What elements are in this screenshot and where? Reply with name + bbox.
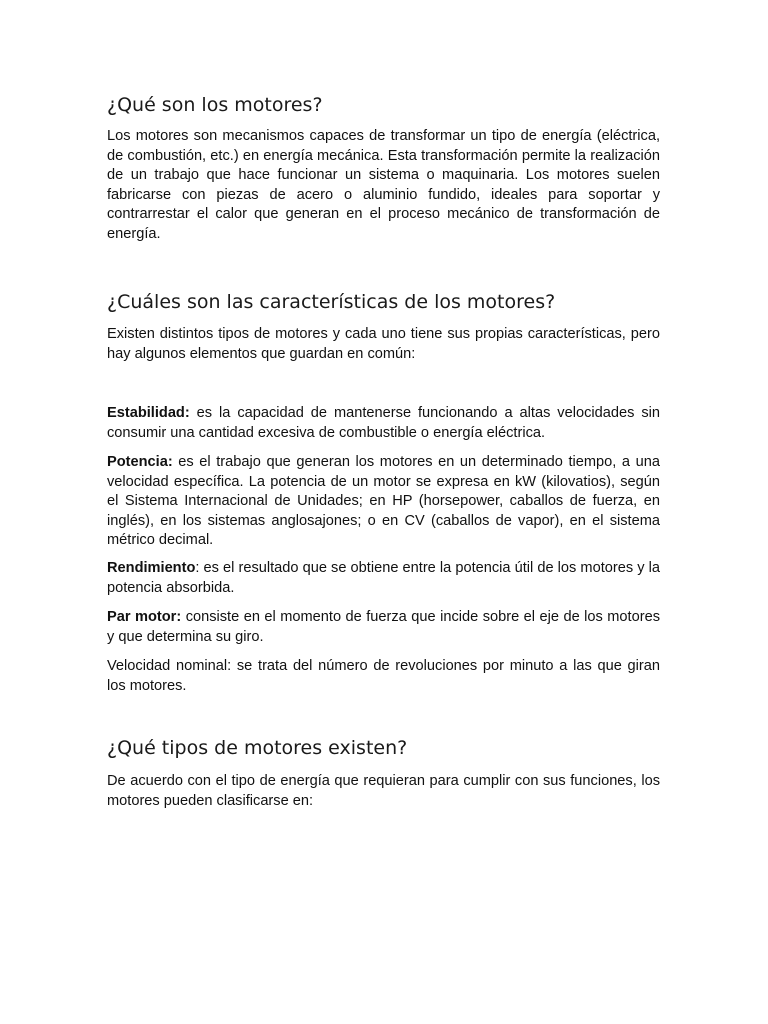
characteristic-term: Par motor:: [107, 609, 182, 625]
characteristic-item-power: [107, 453, 660, 551]
characteristic-term: Rendimiento: [107, 560, 196, 576]
characteristic-item-performance: [107, 559, 660, 598]
characteristic-description: consiste en el momento de fuerza que incide sobre el eje de los motores y que determina su giro.: [107, 609, 660, 645]
characteristic-term: Potencia:: [107, 454, 173, 470]
paragraph-motors-definition: Los motores son mecanismos capaces de transformar un tipo de energía (eléctrica, de combustión, etc.) en energía mecánica. Esta transformación permite la realización de un trabajo que hace funcionar un sistema o maquinaria. Los motores suelen fabricarse con piezas de acero o aluminio fundido, ideales para soportar y contrarrestar el calor que generan en el proceso mecánico de transformación de energía.: [107, 128, 660, 242]
section-heading-motor-types: ¿Qué tipos de motores existen?: [107, 737, 408, 759]
characteristic-description: es el trabajo que generan los motores en un determinado tiempo, a una velocidad específica. La potencia de un motor se expresa en kW (kilovatios), según el Sistema Internacional de Unidades; en HP (horsepower, caballos de fuerza, en inglés), en los sistemas anglosajones; o en CV (caballos de vapor), en el sistema métrico decimal.: [107, 454, 660, 548]
paragraph-motor-types-intro: De acuerdo con el tipo de energía que requieran para cumplir con sus funciones, los motores pueden clasificarse en:: [107, 773, 660, 809]
characteristic-item-torque: [107, 608, 660, 647]
section-heading-characteristics: ¿Cuáles son las características de los motores?: [107, 291, 556, 313]
characteristic-description: es la capacidad de mantenerse funcionando a altas velocidades sin consumir una cantidad excesiva de combustible o energía eléctrica.: [107, 405, 660, 441]
section-heading-what-are-motors: ¿Qué son los motores?: [107, 94, 323, 116]
characteristic-term: Estabilidad:: [107, 405, 190, 421]
paragraph-nominal-speed: Velocidad nominal: se trata del número de revoluciones por minuto a las que giran los motores.: [107, 658, 660, 694]
paragraph-characteristics-intro: Existen distintos tipos de motores y cada uno tiene sus propias características, pero hay algunos elementos que guardan en común:: [107, 326, 660, 362]
characteristic-item-stability: [107, 404, 660, 443]
characteristic-description: : es el resultado que se obtiene entre la potencia útil de los motores y la potencia absorbida.: [107, 560, 660, 596]
